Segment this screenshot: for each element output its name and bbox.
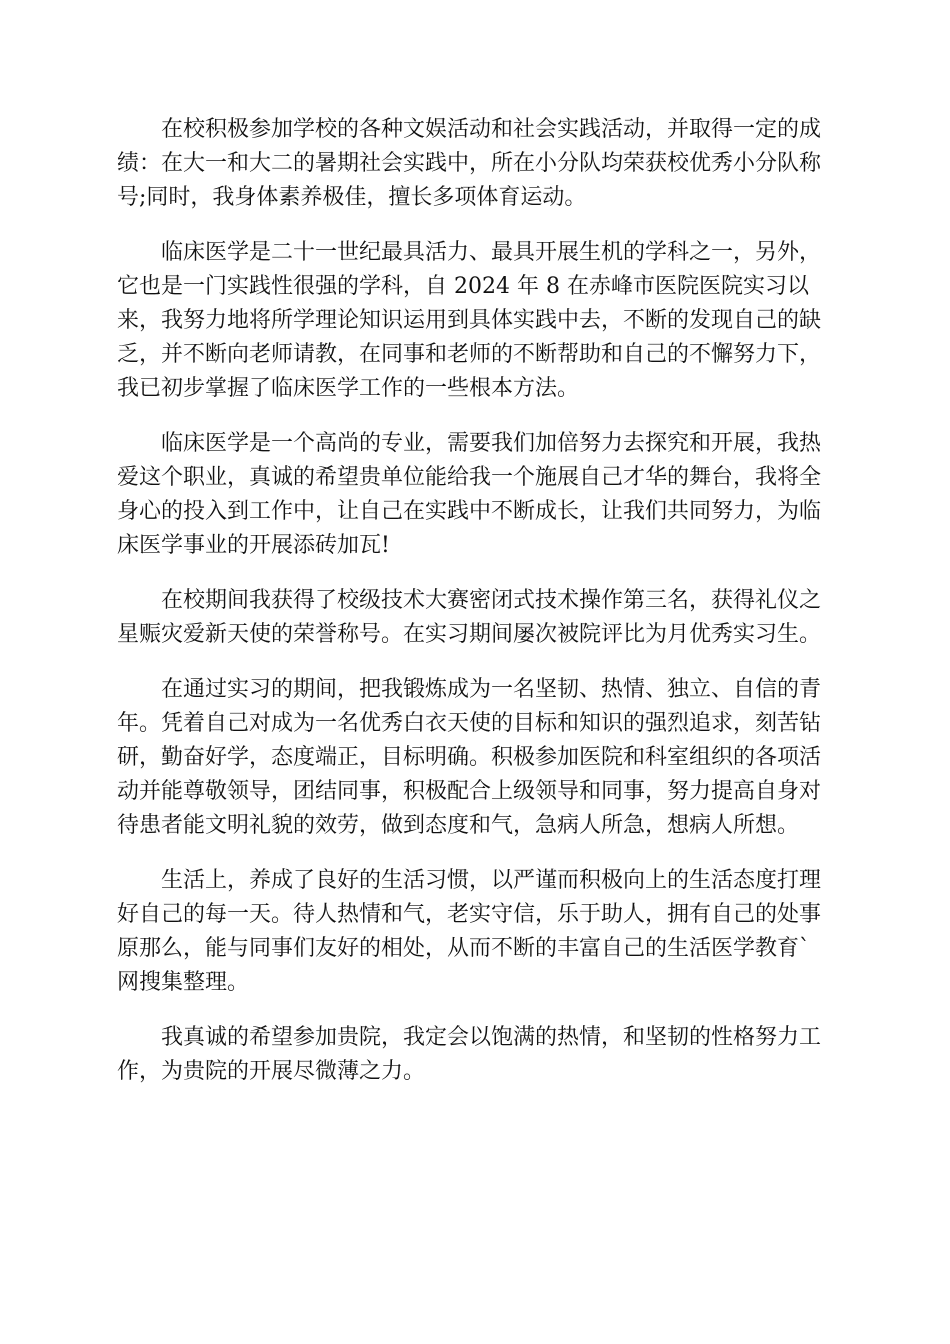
text-line: 网搜集整理。	[117, 970, 250, 995]
paragraph-7	[117, 1021, 833, 1089]
paragraph-4	[117, 584, 833, 652]
text-line: 床医学事业的开展添砖加瓦!	[117, 533, 390, 558]
text-line: 好自己的每一天。待人热情和气，老实守信，乐于助人，拥有自己的处事	[117, 902, 822, 927]
text-line: 号;同时，我身体素养极佳，擅长多项体育运动。	[117, 185, 587, 210]
paragraph-3	[117, 427, 833, 563]
text-line: 星赈灾爱新天使的荣誉称号。在实习期间屡次被院评比为月优秀实习生。	[117, 622, 822, 647]
paragraph-5	[117, 673, 833, 843]
text-line: 乏，并不断向老师请教，在同事和老师的不断帮助和自己的不懈努力下，	[117, 342, 822, 367]
text-line: 动并能尊敬领导，团结同事，积极配合上级领导和同事，努力提高自身对	[117, 779, 822, 804]
text-line: 爱这个职业，真诚的希望贵单位能给我一个施展自己才华的舞台，我将全	[117, 465, 822, 490]
text-line: 我真诚的希望参加贵院，我定会以饱满的热情，和坚韧的性格努力工	[161, 1025, 822, 1050]
text-line: 临床医学是二十一世纪最具活力、最具开展生机的学科之一，另外，	[161, 240, 822, 265]
text-line: 来，我努力地将所学理论知识运用到具体实践中去，不断的发现自己的缺	[117, 308, 822, 333]
paragraph-6	[117, 864, 833, 1000]
text-line: 原那么，能与同事们友好的相处，从而不断的丰富自己的生活医学教育`	[117, 936, 811, 961]
paragraph-1	[117, 113, 833, 215]
text-line: 生活上，养成了良好的生活习惯，以严谨而积极向上的生活态度打理	[161, 868, 822, 893]
text-line: 临床医学是一个高尚的专业，需要我们加倍努力去探究和开展，我热	[161, 431, 822, 456]
text-line: 研，勤奋好学，态度端正，目标明确。积极参加医院和科室组织的各项活	[117, 745, 822, 770]
paragraph-2	[117, 236, 833, 406]
text-line: 在校期间我获得了校级技术大赛密闭式技术操作第三名，获得礼仪之	[161, 588, 822, 613]
text-line: 身心的投入到工作中，让自己在实践中不断成长，让我们共同努力，为临	[117, 499, 822, 524]
text-line: 绩：在大一和大二的暑期社会实践中，所在小分队均荣获校优秀小分队称	[117, 151, 822, 176]
text-line: 在校积极参加学校的各种文娱活动和社会实践活动，并取得一定的成	[161, 117, 822, 142]
text-line: 年。凭着自己对成为一名优秀白衣天使的目标和知识的强烈追求，刻苦钻	[117, 711, 822, 736]
document-body	[117, 113, 833, 1110]
text-line: 我已初步掌握了临床医学工作的一些根本方法。	[117, 376, 580, 401]
text-line: 在通过实习的期间，把我锻炼成为一名坚韧、热情、独立、自信的青	[161, 677, 822, 702]
text-line: 作，为贵院的开展尽微薄之力。	[117, 1059, 426, 1084]
text-line: 待患者能文明礼貌的效劳，做到态度和气，急病人所急，想病人所想。	[117, 813, 800, 838]
text-line: 它也是一门实践性很强的学科，自 2024 年 8 在赤峰市医院医院实习以	[117, 274, 809, 299]
